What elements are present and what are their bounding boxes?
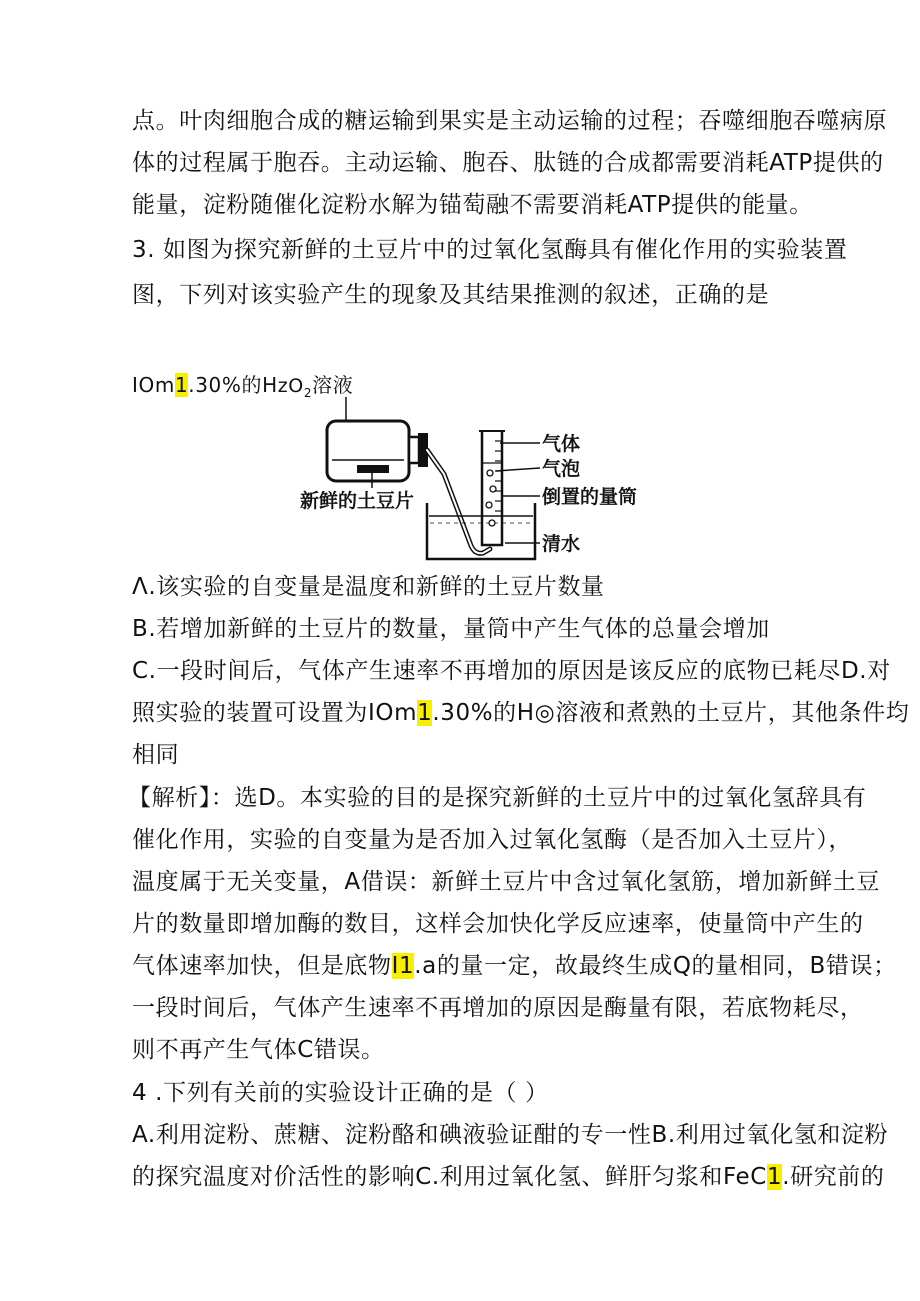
option-b: B.若增加新鲜的土豆片的数量，量筒中产生气体的总量会增加 — [132, 616, 770, 642]
option-a: Λ.该实验的自变量是温度和新鲜的土豆片数量 — [132, 574, 605, 600]
analysis-line-6: 一段时间后，气体产生速率不再增加的原因是酶量有限，若底物耗尽， — [132, 995, 864, 1021]
option-d-part-a: 照实验的装置可设置为IOm — [132, 700, 418, 726]
option-c: C.一段时间后，气体产生速率不再增加的原因是该反应的底物已耗尽D.对 — [132, 658, 891, 684]
analysis-line-2: 催化作用，实验的自变量为是否加入过氧化氢酶（是否加入土豆片）， — [132, 827, 853, 853]
option-d-end: 相同 — [132, 742, 180, 768]
analysis-line-1: 【解析】：选D。本实验的目的是探究新鲜的土豆片中的过氧化氢辞具有 — [128, 785, 867, 811]
gas-bubble — [489, 520, 495, 526]
bottle-neck — [409, 437, 419, 463]
intro-line-3: 能量，淀粉随催化淀粉水解为锚萄融不需要消耗ATP提供的能量。 — [132, 192, 813, 218]
label-potato: 新鲜的土豆片 — [300, 490, 415, 512]
label-gas: 气体 — [542, 433, 581, 455]
q4-line-2-part-b: .研究前的 — [782, 1164, 885, 1190]
analysis-line-5-part-a: 气体速率加快，但是底物 — [132, 953, 392, 979]
gas-bubble — [486, 502, 492, 508]
potato-slice — [357, 465, 389, 473]
caption-part-d: 溶液 — [312, 373, 354, 397]
analysis-line-3: 温度属于无关变量，A借误：新鲜土豆片中含过氧化氢筋，增加新鲜土豆 — [132, 869, 880, 895]
question-4-options-line-2 — [132, 1162, 885, 1192]
analysis-highlight: I1 — [391, 953, 415, 979]
question-4-stem: 4 .下列有关前的实验设计正确的是（ ） — [132, 1080, 549, 1106]
delivery-tube — [427, 450, 490, 553]
analysis-line-5-part-b: .a的量一定，故最终生成Q的量相同，B错误； — [414, 953, 897, 979]
label-water: 清水 — [542, 533, 581, 555]
option-d — [132, 698, 909, 728]
q4-highlight: 1 — [766, 1164, 783, 1190]
experiment-apparatus-diagram — [290, 393, 650, 563]
intro-line-2: 体的过程属于胞吞。主动运输、胞吞、肽链的合成都需要消耗ATP提供的 — [132, 150, 884, 176]
label-bubble: 气泡 — [542, 458, 581, 480]
option-d-highlight: 1 — [417, 700, 433, 726]
label-cylinder: 倒置的量筒 — [542, 486, 638, 508]
question-3-stem-continued: 图，下列对该实验产生的现象及其结果推测的叙述，正确的是 — [132, 282, 770, 308]
gas-bubble — [490, 486, 496, 492]
caption-subscript: 2 — [303, 386, 313, 400]
gas-bubble — [487, 470, 493, 476]
analysis-line-7: 则不再产生气体C错误。 — [132, 1037, 385, 1063]
question-4-options-line-1: A.利用淀粉、蔗糖、淀粉酪和碘液验证酣的专一性B.利用过氧化氢和淀粉 — [132, 1122, 889, 1148]
q4-line-2-part-a: 的探究温度对价活性的影响C.利用过氧化氢、鲜肝匀浆和FeC — [132, 1164, 767, 1190]
caption-highlight: 1 — [174, 373, 189, 397]
caption-part-b: .30%的H — [188, 373, 278, 397]
intro-line-1: 点。叶肉细胞合成的糖运输到果实是主动运输的过程；吞噬细胞吞噬病原 — [132, 108, 888, 134]
analysis-line-5 — [132, 951, 897, 981]
question-3-stem: 3. 如图为探究新鲜的土豆片中的过氧化氢酶具有催化作用的实验装置 — [132, 237, 848, 263]
option-d-part-b: .30%的H◎溶液和煮熟的土豆片，其他条件均 — [432, 700, 910, 726]
caption-part-c: zO — [277, 375, 304, 397]
caption-part-a: IOm — [132, 373, 175, 397]
analysis-line-4: 片的数量即增加酶的数目，这样会加快化学反应速率，使量筒中产生的 — [132, 911, 864, 937]
